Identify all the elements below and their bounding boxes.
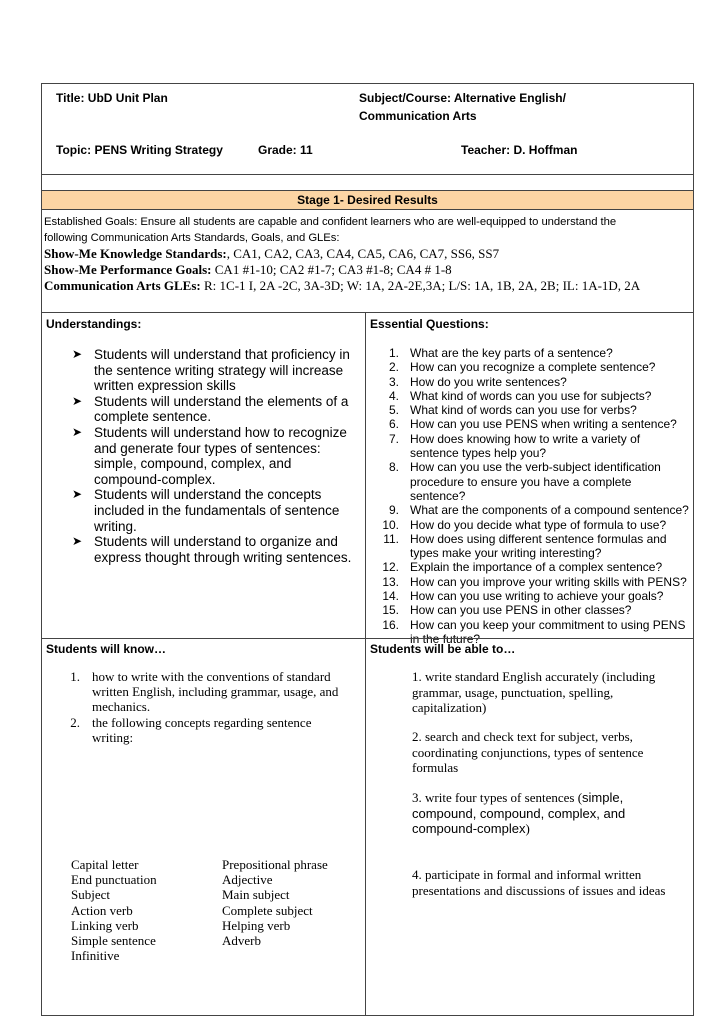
concept-terms xyxy=(71,857,361,963)
understandings-heading: Understandings: xyxy=(46,317,142,331)
list-item: 5. What kind of words can you use for verbs? xyxy=(388,403,637,418)
knowledge-value: , CA1, CA2, CA3, CA4, CA5, CA6, CA7, SS6, SS7 xyxy=(226,246,500,261)
list-item: 1. how to write with the conventions of standard written English, including grammar, usage, and mechanics. xyxy=(70,669,339,715)
list-item: ➤ Students will understand to organize and express thought through writing sentences. xyxy=(72,534,352,565)
understandings-list xyxy=(62,347,362,565)
spacer-row xyxy=(41,174,694,191)
list-item: 16. How can you keep your commitment to using PENS in the future? xyxy=(382,617,686,646)
term: Prepositional phrase xyxy=(222,857,328,872)
know-list xyxy=(50,669,355,745)
list-item: 7. How does knowing how to write a variety of sentence types help you? xyxy=(388,431,641,461)
subject-course-line1: Subject/Course: Alternative English/ xyxy=(359,91,566,105)
list-item: 13. How can you improve your writing skills with PENS? xyxy=(382,574,687,589)
arrow-bullet-icon: ➤ xyxy=(72,424,83,439)
term: Capital letter xyxy=(71,857,139,872)
performance-goals xyxy=(44,262,691,278)
term: Complete subject xyxy=(222,902,313,918)
term: Linking verb xyxy=(71,917,139,933)
term: End punctuation xyxy=(71,872,157,888)
performance-label: Show-Me Performance Goals: xyxy=(44,262,212,277)
knowledge-standards xyxy=(44,246,691,262)
header-box xyxy=(41,83,694,175)
term: Infinitive xyxy=(71,948,120,964)
able-item-4: 4. participate in formal and informal written presentations and discussions of issues and ideas xyxy=(412,867,666,898)
arrow-bullet-icon: ➤ xyxy=(72,393,83,408)
understandings-cell xyxy=(41,312,366,639)
communication-arts-gles xyxy=(44,278,691,294)
list-item: 14. How can you use writing to achieve your goals? xyxy=(382,589,664,604)
gles-label: Communication Arts GLEs: xyxy=(44,278,201,293)
term: Simple sentence xyxy=(71,933,156,949)
term: Action verb xyxy=(71,902,133,918)
established-goals xyxy=(41,209,694,313)
list-item: ➤ Students will understand the elements of a complete sentence. xyxy=(72,393,349,425)
essential-questions-heading: Essential Questions: xyxy=(370,317,489,331)
subject-course-line2: Communication Arts xyxy=(359,109,477,123)
unit-title: Title: UbD Unit Plan xyxy=(56,91,168,105)
essential-questions-list xyxy=(372,346,690,646)
essential-questions-cell xyxy=(365,312,694,646)
list-item: 2. the following concepts regarding sentence writing: xyxy=(70,714,312,745)
list-item: 9. What are the components of a compound sentence? xyxy=(388,503,689,518)
term: Adverb xyxy=(222,933,261,949)
list-item: 2. How can you recognize a complete sentence? xyxy=(388,360,656,375)
knowledge-label: Show-Me Knowledge Standards: xyxy=(44,246,227,261)
arrow-bullet-icon: ➤ xyxy=(72,534,83,549)
performance-value: CA1 #1-10; CA2 #1-7; CA3 #1-8; CA4 # 1-8 xyxy=(211,262,452,277)
arrow-bullet-icon: ➤ xyxy=(72,487,83,502)
gles-value: R: 1C-1 I, 2A -2C, 3A-3D; W: 1A, 2A-2E,3A; L/S: 1A, 1B, 2A, 2B; IL: 1A-1D, 2A xyxy=(200,278,641,293)
list-item: ➤ Students will understand the concepts included in the fundamentals of sentence writing. xyxy=(72,487,340,534)
list-item: 8. How can you use the verb-subject identification procedure to ensure you have a complete sentence? xyxy=(388,460,661,503)
goals-intro-cont: following Communication Arts Standards, Goals, and GLEs: xyxy=(44,232,340,244)
term: Subject xyxy=(71,887,110,903)
able-item-1: 1. write standard English accurately (including grammar, usage, punctuation, spelling, capitalization) xyxy=(412,669,656,716)
topic-label: Topic: PENS Writing Strategy xyxy=(56,143,223,157)
list-item: 6. How can you use PENS when writing a sentence? xyxy=(388,417,677,432)
list-item: 15. How can you use PENS in other classes? xyxy=(382,603,632,618)
list-item: 10. How do you decide what type of formula to use? xyxy=(382,517,667,532)
term: Main subject xyxy=(222,887,290,903)
students-will-know-cell xyxy=(41,638,366,1016)
able-item-2: 2. search and check text for subject, verbs, coordinating conjunctions, types of sentence formulas xyxy=(412,729,644,776)
list-item: 3. How do you write sentences? xyxy=(388,374,567,389)
list-item: ➤ Students will understand how to recognize and generate four types of sentences: simple, compound, complex, and compound-complex. xyxy=(72,424,347,487)
list-item: 12. Explain the importance of a complex sentence? xyxy=(382,560,663,575)
term: Adjective xyxy=(222,872,273,888)
students-able-to-cell xyxy=(365,638,694,1016)
stage-heading: Stage 1- Desired Results xyxy=(41,190,694,210)
list-item: ➤ Students will understand that proficiency in the sentence writing strategy will increase written expression skills xyxy=(72,347,350,394)
list-item: 1. What are the key parts of a sentence? xyxy=(388,346,613,360)
arrow-bullet-icon: ➤ xyxy=(72,347,83,361)
goals-intro: Established Goals: Ensure all students are capable and confident learners who are well-equipped to understand the xyxy=(44,216,617,228)
list-item: 11. How does using different sentence formulas and types make your writing interesting? xyxy=(383,531,667,561)
grade-label: Grade: 11 xyxy=(258,143,313,157)
students-able-to-heading: Students will be able to… xyxy=(370,642,516,656)
list-item: 4. What kind of words can you use for subjects? xyxy=(388,388,652,403)
students-will-know-heading: Students will know… xyxy=(46,642,167,656)
term: Helping verb xyxy=(222,917,291,933)
able-item-3: 3. write four types of sentences (simple, compound, compound, complex, and compound-complex) xyxy=(412,790,626,837)
teacher-label: Teacher: D. Hoffman xyxy=(461,143,578,157)
